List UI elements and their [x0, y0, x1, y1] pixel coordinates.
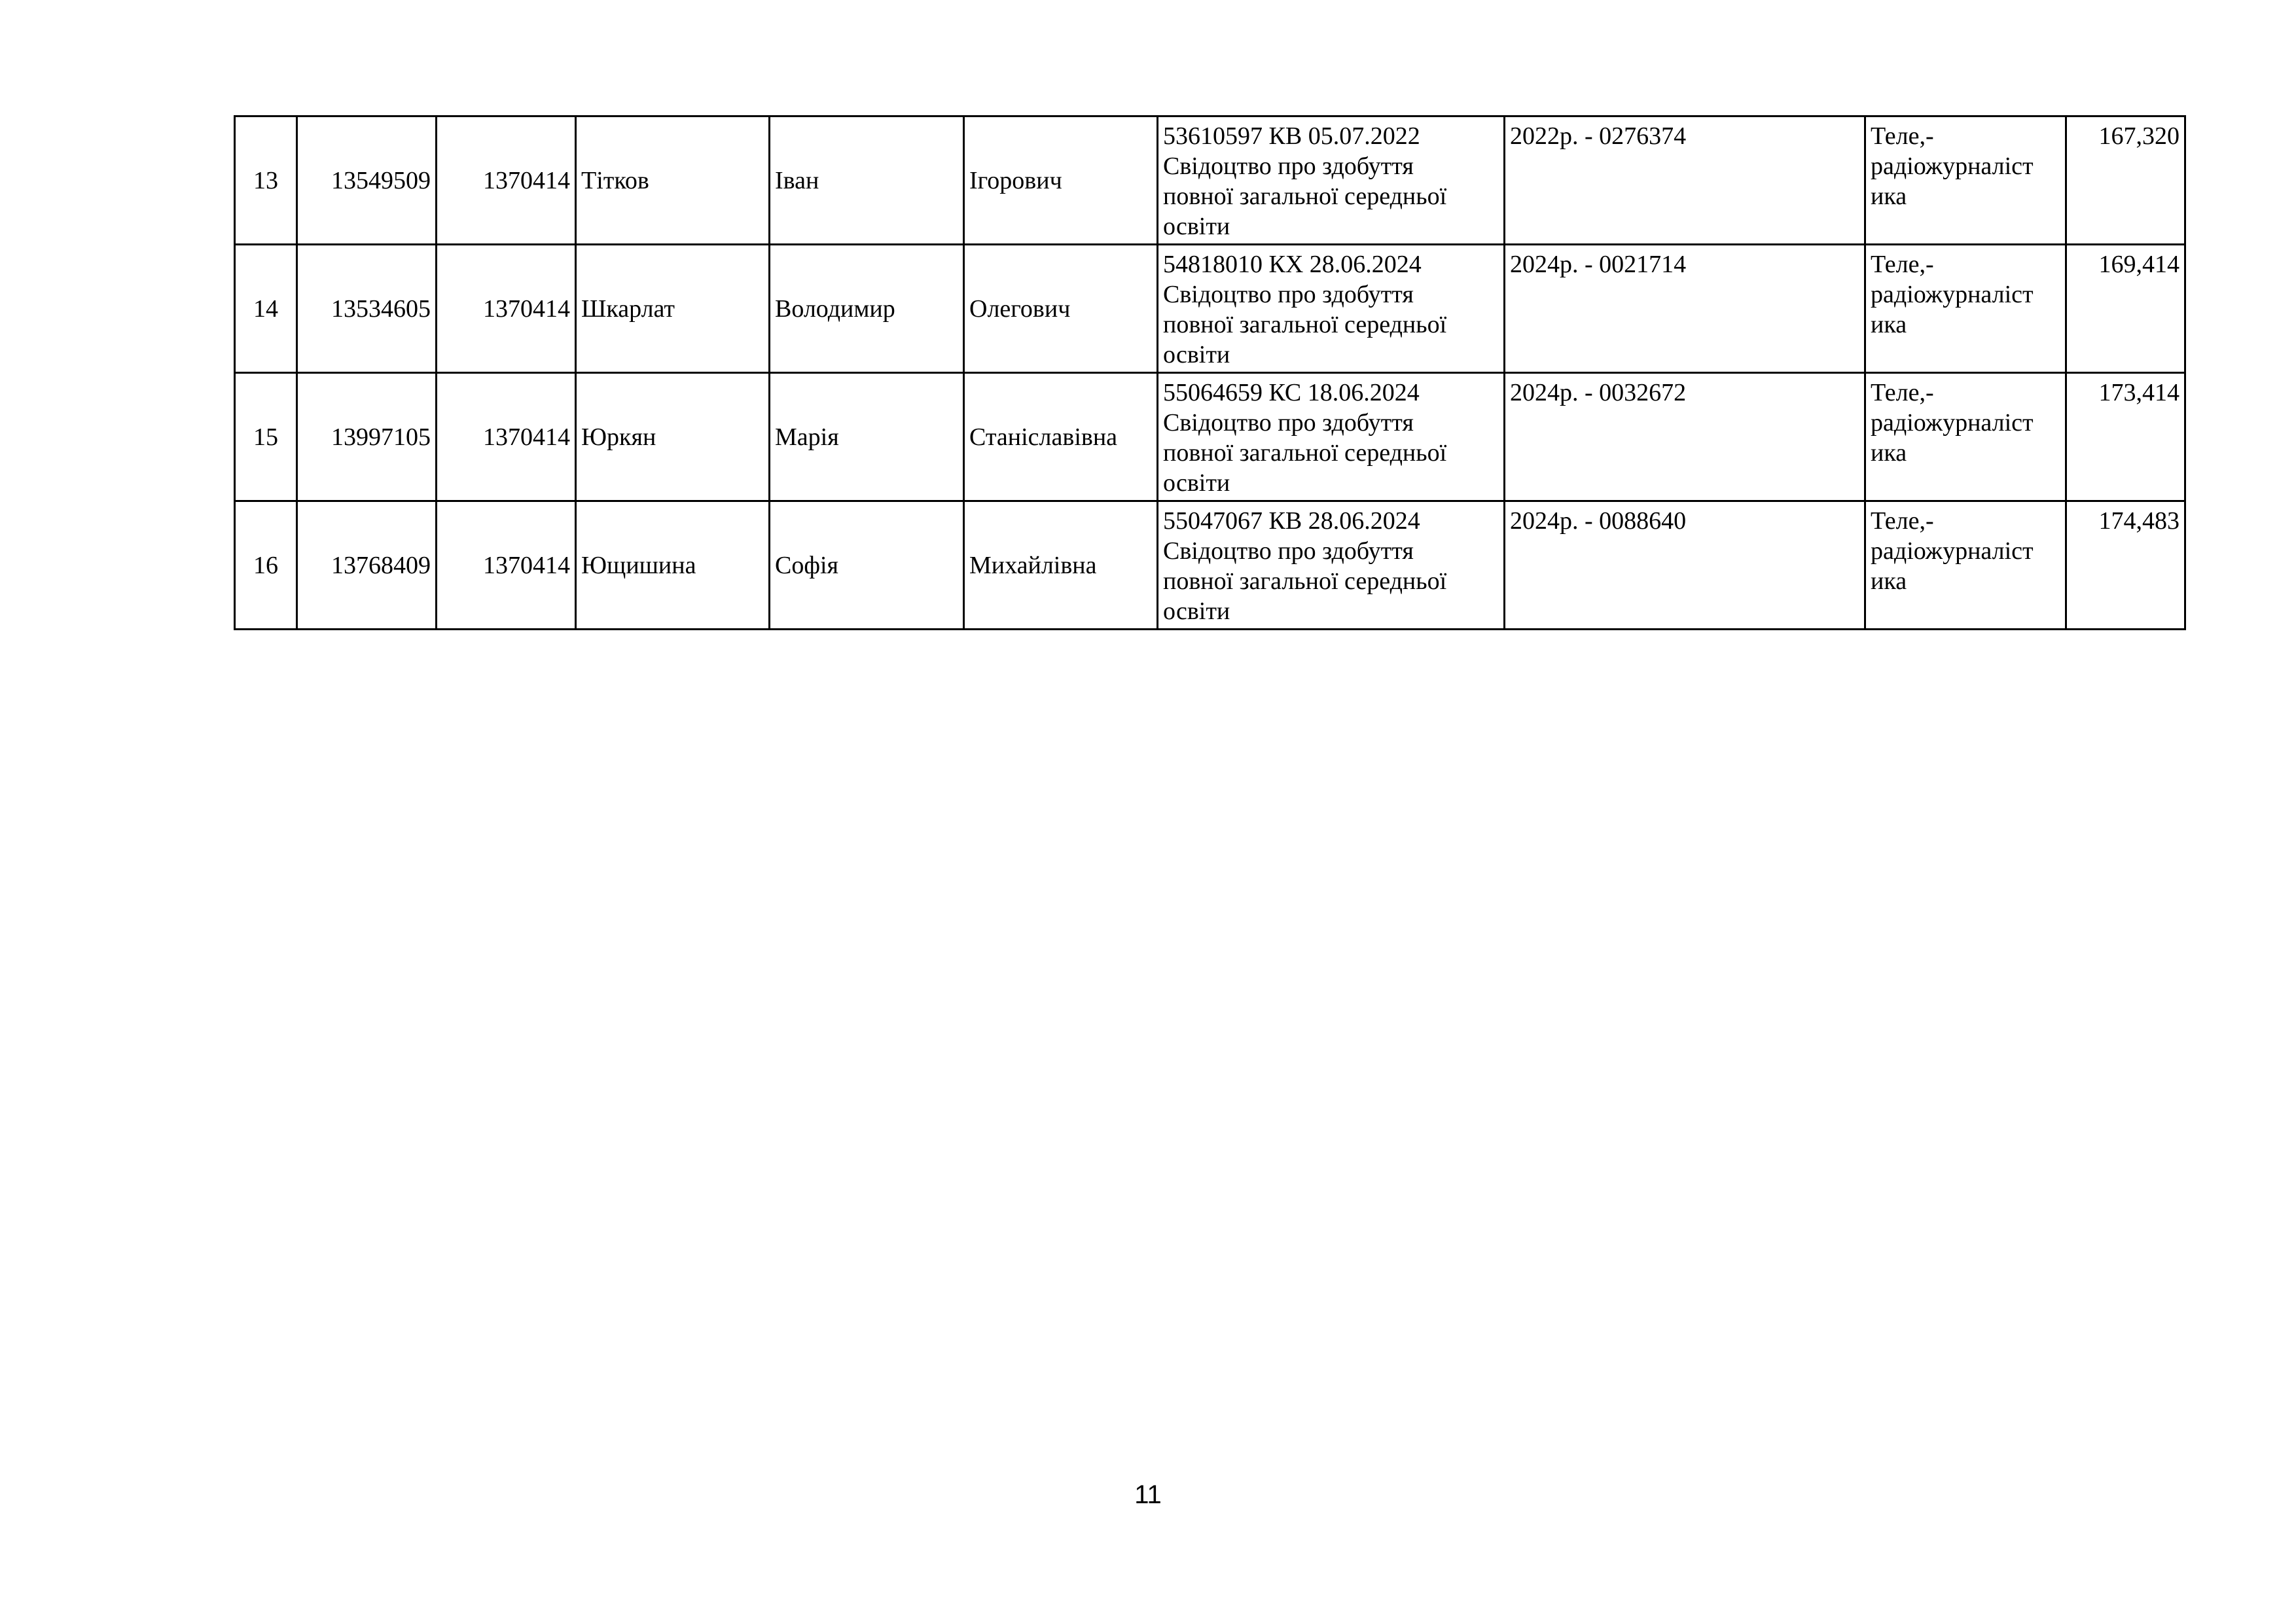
document-line: 54818010 КХ 28.06.2024: [1163, 251, 1422, 278]
document-line: освіти: [1163, 341, 1230, 368]
cell-number: 14: [235, 245, 297, 373]
cell-applicant-id: 13997105: [297, 373, 437, 501]
document-line: Свідоцтво про здобуття: [1163, 537, 1414, 565]
specialty-line: Теле,-: [1871, 251, 1934, 278]
document-line: освіти: [1163, 597, 1230, 625]
cell-specialty: [1865, 373, 2066, 501]
specialty-line: радіожурналіст: [1871, 537, 2034, 565]
cell-document: [1158, 373, 1505, 501]
document-line: освіти: [1163, 213, 1230, 240]
page-number: 11: [1134, 1480, 1162, 1509]
cell-patronymic: Ігорович: [964, 116, 1158, 245]
specialty-line: Теле,-: [1871, 507, 1934, 535]
specialty-line: ика: [1871, 567, 1907, 595]
cell-name: Софія: [770, 501, 964, 630]
cell-code: 1370414: [437, 116, 576, 245]
cell-certificate: 2022р. - 0276374: [1505, 116, 1865, 245]
cell-surname: Шкарлат: [576, 245, 770, 373]
cell-patronymic: Олегович: [964, 245, 1158, 373]
cell-number: 15: [235, 373, 297, 501]
document-line: 55047067 КВ 28.06.2024: [1163, 507, 1420, 535]
applicants-table: [234, 115, 2186, 630]
specialty-line: Теле,-: [1871, 122, 1934, 150]
cell-score: 169,414: [2066, 245, 2185, 373]
cell-document: [1158, 245, 1505, 373]
specialty-line: радіожурналіст: [1871, 409, 2034, 437]
cell-specialty: [1865, 116, 2066, 245]
specialty-line: ика: [1871, 439, 1907, 467]
cell-document: [1158, 501, 1505, 630]
specialty-line: ика: [1871, 183, 1907, 210]
document-line: 55064659 КС 18.06.2024: [1163, 379, 1420, 406]
cell-code: 1370414: [437, 501, 576, 630]
document-line: Свідоцтво про здобуття: [1163, 152, 1414, 180]
document-line: повної загальної середньої: [1163, 311, 1447, 338]
cell-specialty: [1865, 245, 2066, 373]
cell-score: 174,483: [2066, 501, 2185, 630]
document-line: повної загальної середньої: [1163, 439, 1447, 467]
cell-number: 13: [235, 116, 297, 245]
cell-applicant-id: 13549509: [297, 116, 437, 245]
cell-patronymic: Станіславівна: [964, 373, 1158, 501]
table-row: [235, 501, 2185, 630]
specialty-line: ика: [1871, 311, 1907, 338]
document-line: освіти: [1163, 469, 1230, 497]
document-line: повної загальної середньої: [1163, 567, 1447, 595]
cell-name: Іван: [770, 116, 964, 245]
cell-code: 1370414: [437, 245, 576, 373]
cell-specialty: [1865, 501, 2066, 630]
table-row: [235, 373, 2185, 501]
document-line: Свідоцтво про здобуття: [1163, 281, 1414, 308]
cell-score: 173,414: [2066, 373, 2185, 501]
specialty-line: радіожурналіст: [1871, 152, 2034, 180]
cell-score: 167,320: [2066, 116, 2185, 245]
cell-surname: Ющишина: [576, 501, 770, 630]
cell-document: [1158, 116, 1505, 245]
document-line: повної загальної середньої: [1163, 183, 1447, 210]
document-line: 53610597 КВ 05.07.2022: [1163, 122, 1420, 150]
cell-certificate: 2024р. - 0088640: [1505, 501, 1865, 630]
table-row: [235, 245, 2185, 373]
cell-certificate: 2024р. - 0021714: [1505, 245, 1865, 373]
cell-code: 1370414: [437, 373, 576, 501]
cell-patronymic: Михайлівна: [964, 501, 1158, 630]
cell-name: Марія: [770, 373, 964, 501]
cell-number: 16: [235, 501, 297, 630]
document-line: Свідоцтво про здобуття: [1163, 409, 1414, 437]
table-body: [235, 116, 2185, 630]
table-row: [235, 116, 2185, 245]
cell-surname: Юркян: [576, 373, 770, 501]
cell-applicant-id: 13768409: [297, 501, 437, 630]
cell-name: Володимир: [770, 245, 964, 373]
cell-surname: Тітков: [576, 116, 770, 245]
specialty-line: радіожурналіст: [1871, 281, 2034, 308]
specialty-line: Теле,-: [1871, 379, 1934, 406]
cell-applicant-id: 13534605: [297, 245, 437, 373]
cell-certificate: 2024р. - 0032672: [1505, 373, 1865, 501]
